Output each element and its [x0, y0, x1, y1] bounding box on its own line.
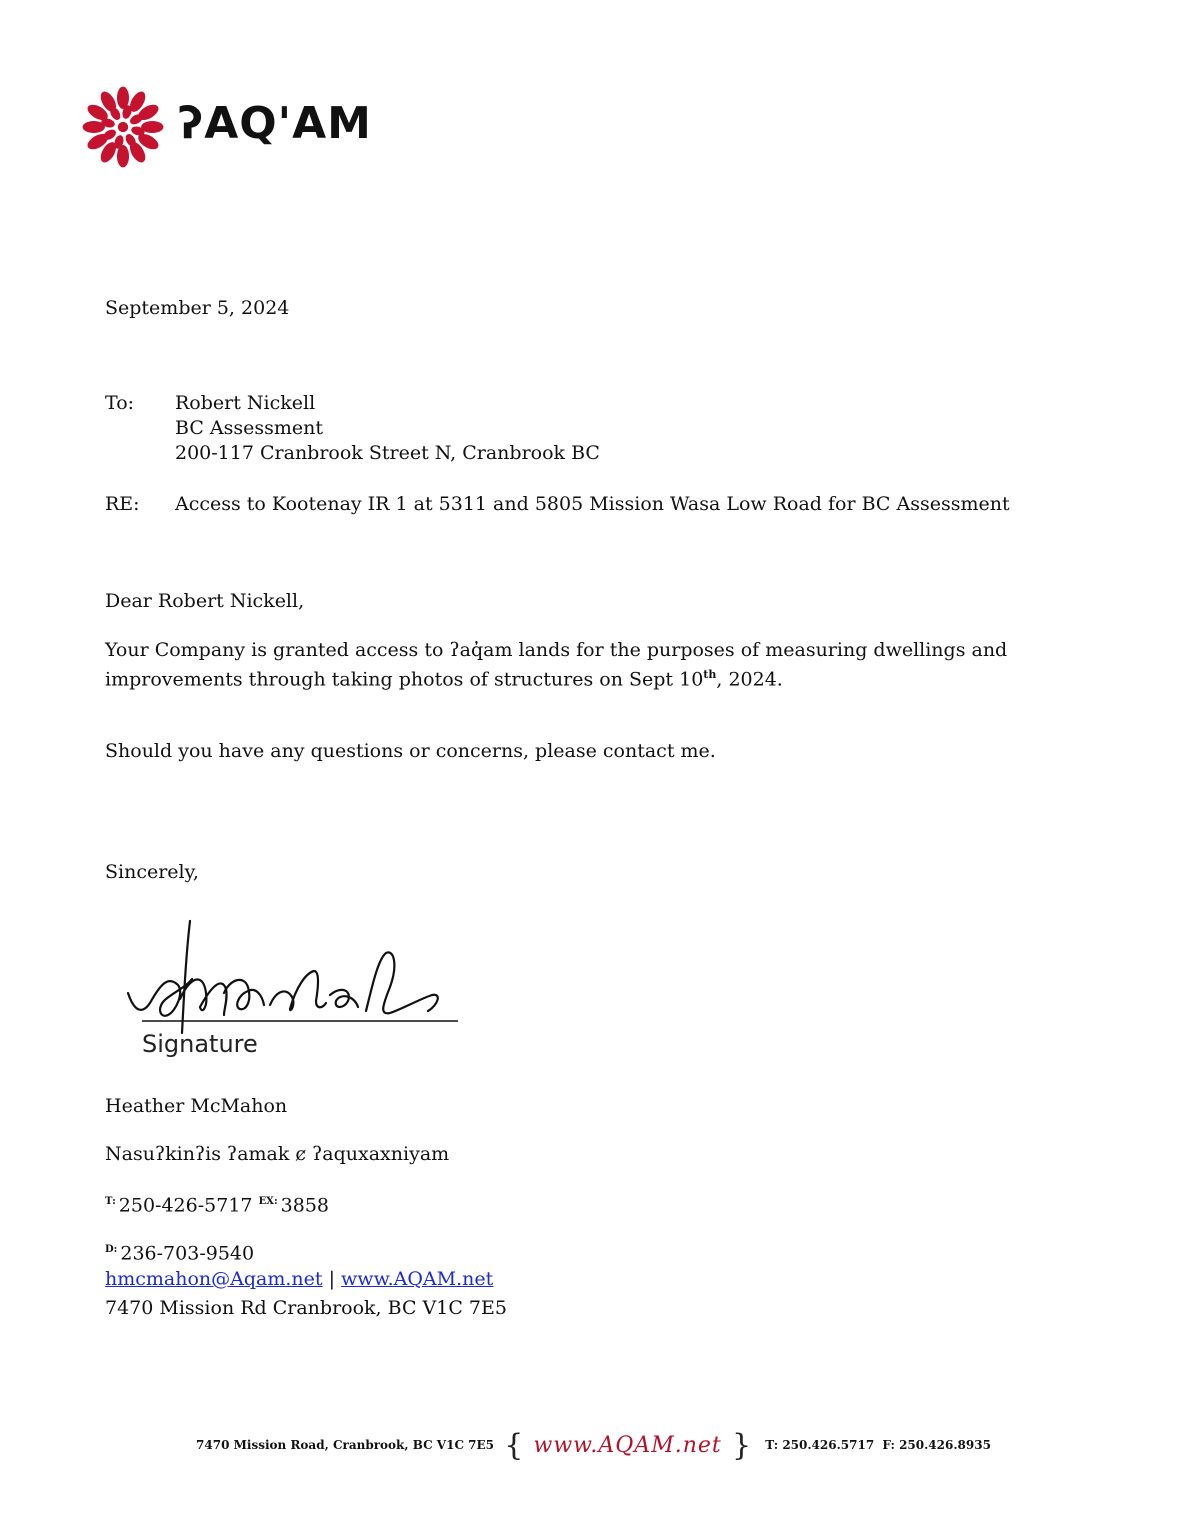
re-label: RE:	[105, 493, 140, 515]
ordinal-suffix: th	[703, 668, 717, 681]
direct-number: 236-703-9540	[120, 1242, 255, 1265]
footer-fax: F: 250.426.8935	[882, 1438, 991, 1452]
footer-brace-open: {	[504, 1428, 524, 1463]
brand-wordmark: ʔAQ'AM	[178, 98, 372, 149]
paragraph-1-line-2-end: , 2024.	[716, 668, 783, 691]
salutation: Dear Robert Nickell,	[105, 590, 305, 612]
paragraph-1-line-2	[105, 662, 783, 692]
letter-date: September 5, 2024	[105, 297, 290, 319]
paragraph-2: Should you have any questions or concerns, please contact me.	[105, 740, 716, 762]
website-link[interactable]: www.AQAM.net	[341, 1268, 494, 1290]
phone-number: 250-426-5717	[118, 1194, 253, 1217]
sender-address: 7470 Mission Rd Cranbrook, BC V1C 7E5	[105, 1297, 507, 1319]
footer-address: 7470 Mission Road, Cranbrook, BC V1C 7E5	[196, 1438, 495, 1452]
paragraph-1-line-2-text: improvements through taking photos of structures on Sept 10	[105, 668, 704, 691]
recipient-org: BC Assessment	[175, 417, 323, 439]
sender-links	[105, 1266, 493, 1292]
sender-phone-line	[105, 1189, 329, 1218]
footer-phone: T: 250.426.5717	[765, 1438, 875, 1452]
phone-label: T:	[105, 1196, 116, 1207]
sender-direct-line	[105, 1237, 254, 1266]
link-separator: |	[328, 1268, 335, 1290]
sender-name: Heather McMahon	[105, 1095, 288, 1117]
recipient-name: Robert Nickell	[175, 392, 316, 414]
direct-label: D:	[105, 1244, 118, 1255]
extension-number: 3858	[280, 1194, 329, 1217]
signature-caption: Signature	[142, 1030, 258, 1058]
email-link[interactable]: hmcmahon@Aqam.net	[105, 1268, 323, 1290]
letterhead-footer	[0, 1428, 1187, 1463]
closing: Sincerely,	[105, 861, 199, 883]
extension-label: EX:	[258, 1196, 278, 1207]
to-label: To:	[105, 392, 135, 414]
footer-website[interactable]: www.AQAM.net	[533, 1433, 722, 1458]
re-subject: Access to Kootenay IR 1 at 5311 and 5805 Mission Wasa Low Road for BC Assessment	[175, 493, 1010, 515]
sender-title: Nasuʔkinʔis ʔamak ȼ ʔaquxaxniyam	[105, 1143, 450, 1165]
paragraph-1-line-1: Your Company is granted access to ʔaq̓am lands for the purposes of measuring dwellings and	[105, 639, 1008, 661]
aqam-flower-logo-icon	[80, 84, 166, 170]
recipient-address: 200-117 Cranbrook Street N, Cranbrook BC	[175, 442, 600, 464]
footer-brace-close: }	[731, 1428, 752, 1463]
